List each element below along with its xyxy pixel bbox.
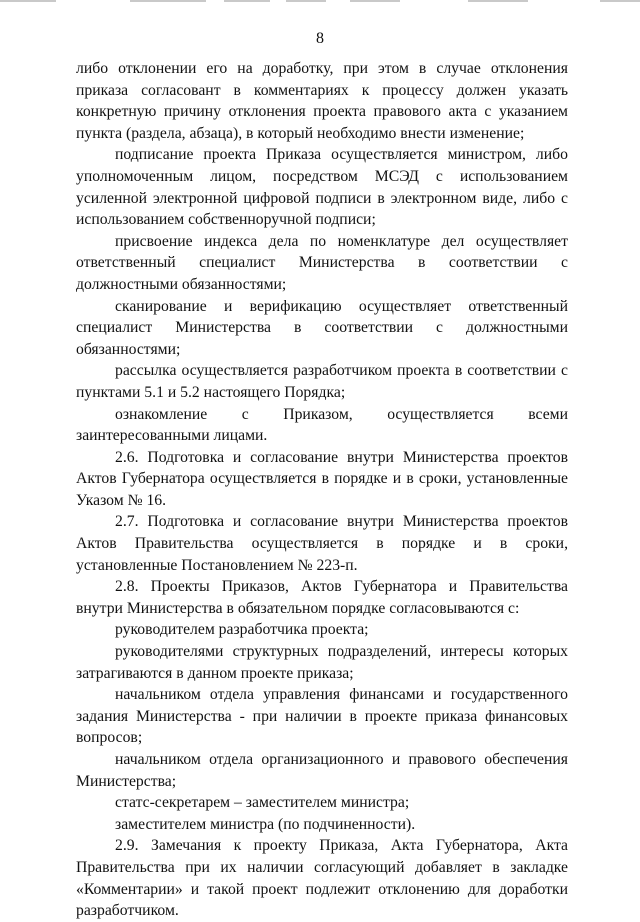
paragraph: начальником отдела организационного и правового обеспечения Министерства; <box>76 751 568 790</box>
paragraph: статс-секретарем – заместителем министра; <box>115 794 410 812</box>
top-edge-mark <box>0 0 56 2</box>
paragraph: присвоение индекса дела по номенклатуре дел осуществляет ответственный специалист Министерства в соответствии с должностными обязанностями; <box>76 232 568 293</box>
top-edge-mark <box>130 0 206 2</box>
paragraph: 2.7. Подготовка и согласование внутри Министерства проектов Актов Правительства осуществляется в порядке и в сроки, установленные Постановлением № 223-п. <box>76 513 568 574</box>
paragraph: 2.6. Подготовка и согласование внутри Министерства проектов Актов Губернатора осуществляется в порядке и в сроки, установленные Указом № 16. <box>76 448 568 509</box>
paragraph: либо отклонении его на доработку, при этом в случае отклонения приказа согласовант в комментариях к процессу должен указать конкретную причину отклонения проекта правового акта с указанием пункта (раздела, абзаца), в который необходимо внести изменение; <box>76 60 568 142</box>
paragraph: ознакомление с Приказом, осуществляется всеми заинтересованными лицами. <box>76 405 568 445</box>
paragraph: 2.9. Замечания к проекту Приказа, Акта Губернатора, Акта Правительства при их наличии согласующий добавляет в закладке «Комментарии» и такой проект подлежит отклонению для доработки разработчиком. <box>76 837 568 920</box>
top-edge-mark <box>286 0 326 2</box>
top-edge-mark <box>350 0 400 2</box>
paragraph: сканирование и верификацию осуществляет ответственный специалист Министерства в соответствии с должностными обязанностями; <box>76 297 568 358</box>
top-edge-mark <box>600 0 640 2</box>
paragraph: подписание проекта Приказа осуществляется министром, либо уполномоченным лицом, посредством МСЭД с использованием усиленной электронной цифровой подписи в электронном виде, либо с использованием собственноручной подписи; <box>76 146 568 229</box>
top-edge-mark <box>224 0 270 2</box>
paragraph: заместителем министра (по подчиненности). <box>115 815 416 833</box>
document-body <box>76 58 568 922</box>
paragraph: 2.8. Проекты Приказов, Актов Губернатора и Правительства внутри Министерства в обязательном порядке согласовываются с: <box>76 578 568 617</box>
page-number: 8 <box>316 30 324 47</box>
paragraph: руководителем разработчика проекта; <box>115 621 369 639</box>
paragraph: начальником отдела управления финансами и государственного задания Министерства - при наличии в проекте приказа финансовых вопросов; <box>76 686 568 747</box>
paragraph: руководителями структурных подразделений, интересы которых затрагиваются в данном проекте приказа; <box>76 643 568 682</box>
paragraph: рассылка осуществляется разработчиком проекта в соответствии с пунктами 5.1 и 5.2 настоящего Порядка; <box>76 362 568 401</box>
top-edge-mark <box>468 0 528 2</box>
